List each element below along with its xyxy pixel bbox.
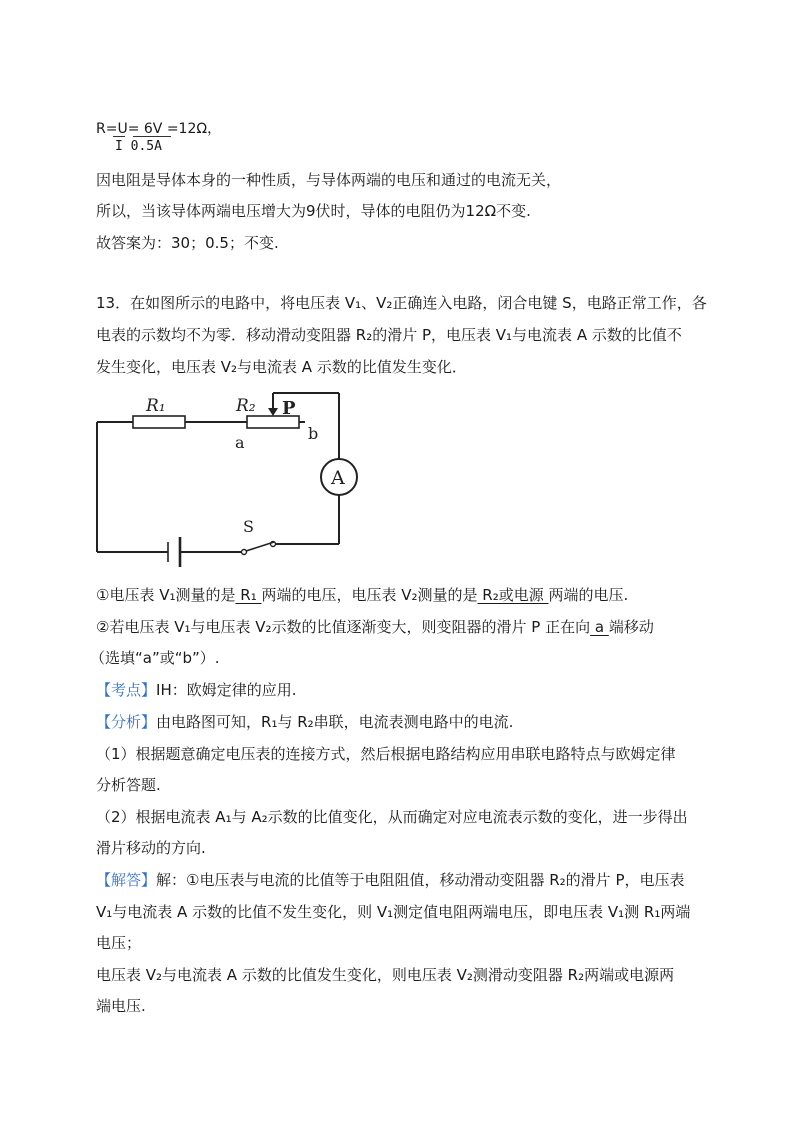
resistor-r1 (133, 416, 185, 428)
fenxi-line (96, 712, 513, 732)
kaodian-text: IH：欧姆定律的应用. (156, 681, 297, 699)
kaodian-line (96, 680, 297, 700)
formula-top: R=U= 6V =12Ω， (96, 121, 222, 137)
paragraph: 滑片移动的方向. (96, 839, 206, 857)
jieda-tag: 【解答】 (96, 871, 157, 889)
answer-line-1 (96, 585, 628, 605)
answer-text: ①电压表 V₁测量的是 (96, 586, 236, 604)
fraction-bar-2 (133, 136, 171, 137)
answer-text: 两端的电压，电压表 V₂测量的是 (261, 586, 478, 604)
circuit-diagram (90, 385, 370, 570)
label-ammeter: A (331, 467, 345, 489)
answer-line-2 (96, 617, 654, 637)
kaodian-tag: 【考点】 (96, 681, 157, 699)
switch-icon (246, 542, 274, 551)
paragraph: （1）根据题意确定电压表的连接方式，然后根据电路结构应用串联电路特点与欧姆定律 (96, 745, 676, 763)
paragraph: 电压； (96, 934, 142, 952)
fenxi-tag: 【分析】 (96, 713, 157, 731)
paragraph: 因电阻是导体本身的一种性质，与导体两端的电压和通过的电流无关， (96, 171, 562, 189)
paragraph: 故答案为：30；0.5；不变. (96, 234, 279, 252)
answer-blank: a (590, 618, 609, 636)
answer-hint: （选填“a”或“b”）. (90, 649, 220, 667)
answer-text: 端移动 (608, 618, 654, 636)
slider-arrow-icon (268, 408, 278, 416)
paragraph: （2）根据电流表 A₁与 A₂示数的比值变化，从而确定对应电流表示数的变化，进一步得出 (96, 808, 688, 826)
answer-blank: R₂或电源 (477, 586, 549, 604)
label-p: P (282, 398, 296, 419)
label-a: a (235, 433, 245, 452)
label-r1: R₁ (146, 396, 166, 416)
fraction-bar-1 (113, 136, 125, 137)
formula-bottom: I 0.5A (115, 139, 162, 154)
question-line: 13．在如图所示的电路中，将电压表 V₁、V₂正确连入电路，闭合电键 S，电路正常工作，各 (96, 294, 707, 312)
paragraph: 分析答题. (96, 776, 161, 794)
question-line: 发生变化，电压表 V₂与电流表 A 示数的比值发生变化． (96, 358, 467, 376)
question-line: 电表的示数均不为零．移动滑动变阻器 R₂的滑片 P，电压表 V₁与电流表 A 示数的比值不 (96, 326, 682, 344)
answer-blank: R₁ (235, 586, 262, 604)
fenxi-text: 由电路图可知，R₁与 R₂串联，电流表测电路中的电流. (156, 713, 514, 731)
answer-text: 两端的电压. (548, 586, 629, 604)
paragraph: 端电压. (96, 997, 146, 1015)
paragraph: 所以，当该导体两端电压增大为9伏时，导体的电阻仍为12Ω不变. (96, 202, 531, 220)
jieda-line (96, 870, 684, 890)
label-s: S (243, 517, 254, 536)
paragraph: V₁与电流表 A 示数的比值不发生变化，则 V₁测定值电阻两端电压，即电压表 V₁测 R₁两端 (96, 903, 691, 921)
label-r2: R₂ (236, 396, 256, 416)
label-b: b (308, 424, 319, 443)
jieda-text: 解：①电压表与电流的比值等于电阻阻值，移动滑动变阻器 R₂的滑片 P，电压表 (156, 871, 685, 889)
paragraph: 电压表 V₂与电流表 A 示数的比值发生变化，则电压表 V₂测滑动变阻器 R₂两端或电源两 (96, 966, 675, 984)
answer-text: ②若电压表 V₁与电压表 V₂示数的比值逐渐变大，则变阻器的滑片 P 正在向 (96, 618, 591, 636)
